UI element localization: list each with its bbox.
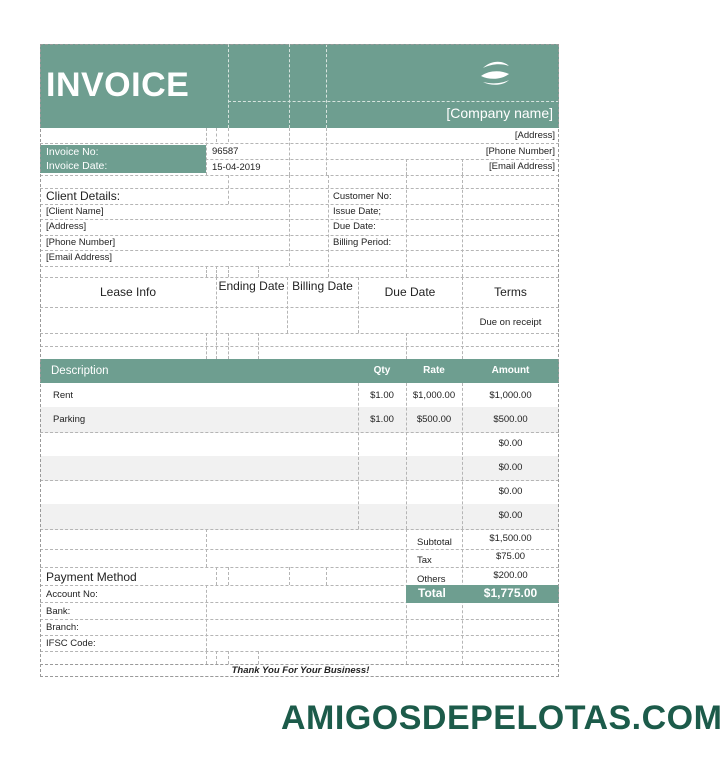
- company-address: [Address]: [514, 130, 555, 141]
- item-qty[interactable]: $1.00: [370, 414, 394, 425]
- item-description[interactable]: Rent: [53, 390, 74, 401]
- item-qty[interactable]: $1.00: [370, 390, 394, 401]
- invoice-title: INVOICE: [46, 66, 190, 104]
- invoice-no-value[interactable]: 96587: [212, 146, 239, 157]
- total-box: [406, 585, 559, 603]
- issue-date-label: Issue Date;: [333, 206, 382, 217]
- due-date-label: Due Date:: [333, 221, 376, 232]
- brand-watermark: [281, 699, 722, 738]
- qty-header: Qty: [373, 365, 391, 376]
- invoice-date-label: Invoice Date:: [40, 159, 206, 173]
- items-rows: [40, 383, 559, 529]
- company-email: [Email Address]: [489, 161, 555, 172]
- tax-label: Tax: [417, 555, 432, 566]
- bank-label: Bank:: [46, 606, 71, 617]
- terms-header: Terms: [494, 285, 527, 299]
- brand-watermark-text: AMIGOSDEPELOTAS.COM: [281, 699, 722, 737]
- billing-date-header: Billing Date: [292, 279, 353, 293]
- info-block: [40, 128, 559, 175]
- item-rate[interactable]: $500.00: [416, 414, 452, 425]
- item-amount: $0.00: [498, 486, 523, 497]
- client-email[interactable]: [Email Address]: [46, 252, 112, 263]
- item-amount: $0.00: [498, 438, 523, 449]
- company-phone: [Phone Number]: [485, 146, 555, 157]
- client-phone[interactable]: [Phone Number]: [46, 237, 116, 248]
- item-amount: $0.00: [498, 462, 523, 473]
- description-header: Description: [51, 365, 109, 377]
- footer-row: [40, 664, 559, 677]
- item-amount: $0.00: [498, 510, 523, 521]
- item-rate[interactable]: $1,000.00: [412, 390, 456, 401]
- account-no-label: Account No:: [46, 589, 98, 600]
- terms-value[interactable]: Due on receipt: [479, 317, 542, 328]
- items-header: [40, 359, 559, 383]
- client-address[interactable]: [Address]: [46, 221, 87, 232]
- total-value: $1,775.00: [483, 586, 538, 600]
- thank-you-message: Thank You For Your Business!: [231, 665, 370, 676]
- ending-date-header: Ending Date: [218, 279, 285, 293]
- subtotal-value: $1,500.00: [489, 533, 532, 544]
- amount-header: Amount: [491, 365, 530, 376]
- invoice-date-value[interactable]: 15-04-2019: [212, 162, 261, 173]
- lease-table: [40, 277, 559, 359]
- others-label: Others: [417, 574, 446, 585]
- item-amount: $1,000.00: [489, 390, 532, 401]
- company-name: [Company name]: [446, 105, 553, 121]
- item-description[interactable]: Parking: [53, 414, 86, 425]
- invoice-no-label: Invoice No:: [40, 145, 206, 159]
- client-details: [40, 175, 559, 277]
- item-amount: $500.00: [493, 414, 528, 425]
- subtotal-label: Subtotal: [417, 537, 452, 548]
- rate-header: Rate: [423, 365, 445, 376]
- invoice-header: [40, 44, 559, 128]
- branch-label: Branch:: [46, 622, 79, 633]
- company-logo-icon: [477, 58, 513, 88]
- billing-period-label: Billing Period:: [333, 237, 392, 248]
- tax-value[interactable]: $75.00: [495, 551, 526, 562]
- customer-no-label: Customer No:: [333, 191, 392, 202]
- payment-method-heading: Payment Method: [46, 570, 137, 584]
- total-label: Total: [418, 586, 446, 600]
- ifsc-code-label: IFSC Code:: [46, 638, 96, 649]
- client-details-heading: Client Details:: [46, 189, 121, 203]
- due-date-header: Due Date: [384, 285, 436, 299]
- client-name[interactable]: [Client Name]: [46, 206, 104, 217]
- others-value[interactable]: $200.00: [493, 570, 528, 581]
- lease-info-header: Lease Info: [99, 285, 157, 299]
